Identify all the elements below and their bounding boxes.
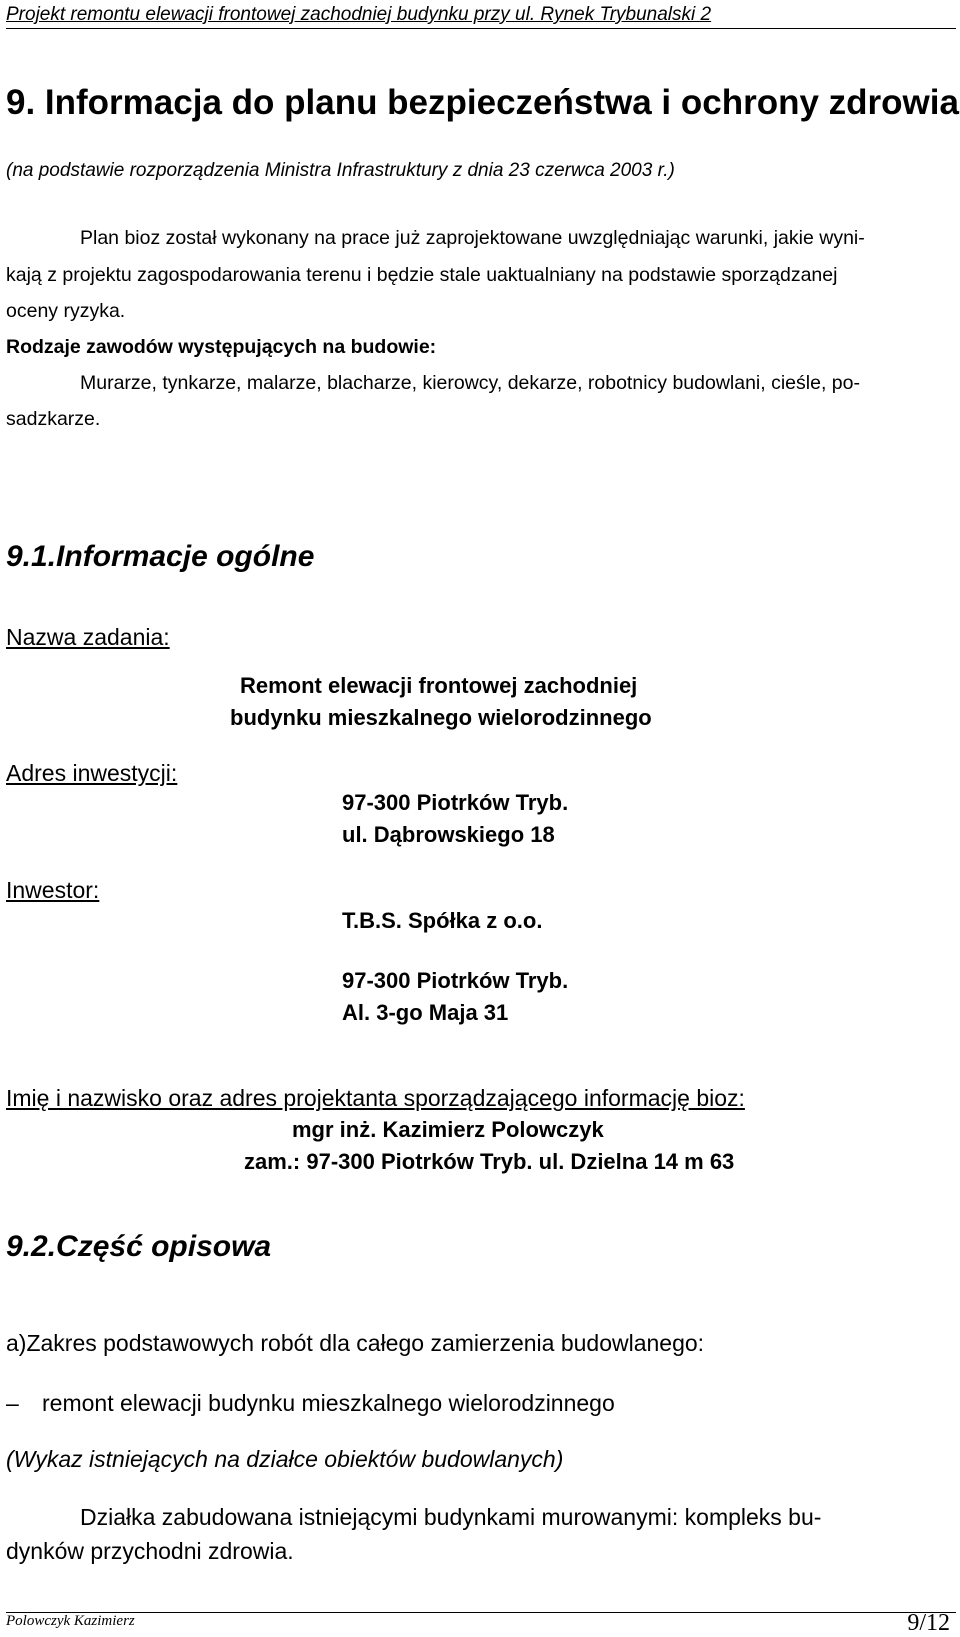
scope-heading: a)Zakres podstawowych robót dla całego zamierzenia budowlanego: xyxy=(6,1330,705,1356)
investor-address-line-2: Al. 3-go Maja 31 xyxy=(342,1000,509,1025)
scope-item: remont elewacji budynku mieszkalnego wielorodzinnego xyxy=(42,1390,615,1416)
investor-label: Inwestor: xyxy=(6,877,100,903)
scope-dash: – xyxy=(6,1390,19,1416)
intro-line-2: kają z projektu zagospodarowania terenu i będzie stale uaktualniany na podstawie sporządzanej xyxy=(6,264,838,286)
footer-divider xyxy=(6,1612,956,1613)
existing-heading: (Wykaz istniejących na działce obiektów budowlanych) xyxy=(6,1446,564,1472)
page-header: Projekt remontu elewacji frontowej zachodniej budynku przy ul. Rynek Trybunalski 2 xyxy=(6,4,712,25)
intro-line-1: Plan bioz został wykonany na prace już zaprojektowane uwzględniając warunki, jakie wyni- xyxy=(80,227,865,249)
trades-line-1: Murarze, tynkarze, malarze, blacharze, kierowcy, dekarze, robotnicy budowlani, cieśle, po- xyxy=(80,372,860,394)
intro-line-3: oceny ryzyka. xyxy=(6,300,126,322)
header-divider xyxy=(6,28,956,29)
investor-address-line-1: 97-300 Piotrków Tryb. xyxy=(342,968,569,993)
address-value-line-2: ul. Dąbrowskiego 18 xyxy=(342,822,555,847)
designer-label: Imię i nazwisko oraz adres projektanta sporządzającego informację bioz: xyxy=(6,1085,745,1111)
section-9-subtitle: (na podstawie rozporządzenia Ministra Infrastruktury z dnia 23 czerwca 2003 r.) xyxy=(6,160,675,181)
section-9-2-title: 9.2.Część opisowa xyxy=(6,1230,272,1263)
address-label: Adres inwestycji: xyxy=(6,760,178,786)
section-9-1-title: 9.1.Informacje ogólne xyxy=(6,540,315,573)
investor-name: T.B.S. Spółka z o.o. xyxy=(342,908,543,933)
task-value-line-2: budynku mieszkalnego wielorodzinnego xyxy=(230,705,652,730)
existing-text-line-1: Działka zabudowana istniejącymi budynkami murowanymi: kompleks bu- xyxy=(80,1504,822,1530)
section-9-title: 9. Informacja do planu bezpieczeństwa i ochrony zdrowia xyxy=(6,83,959,122)
existing-text-line-2: dynków przychodni zdrowia. xyxy=(6,1538,294,1564)
address-value-line-1: 97-300 Piotrków Tryb. xyxy=(342,790,569,815)
task-value-line-1: Remont elewacji frontowej zachodniej xyxy=(240,673,638,698)
footer-author: Polowczyk Kazimierz xyxy=(6,1613,135,1629)
designer-name: mgr inż. Kazimierz Polowczyk xyxy=(292,1117,604,1142)
trades-heading: Rodzaje zawodów występujących na budowie: xyxy=(6,336,437,358)
designer-address: zam.: 97-300 Piotrków Tryb. ul. Dzielna 14 m 63 xyxy=(244,1149,735,1174)
footer-page-number: 9/12 xyxy=(907,1610,950,1636)
trades-line-2: sadzkarze. xyxy=(6,408,101,430)
task-label: Nazwa zadania: xyxy=(6,624,170,650)
